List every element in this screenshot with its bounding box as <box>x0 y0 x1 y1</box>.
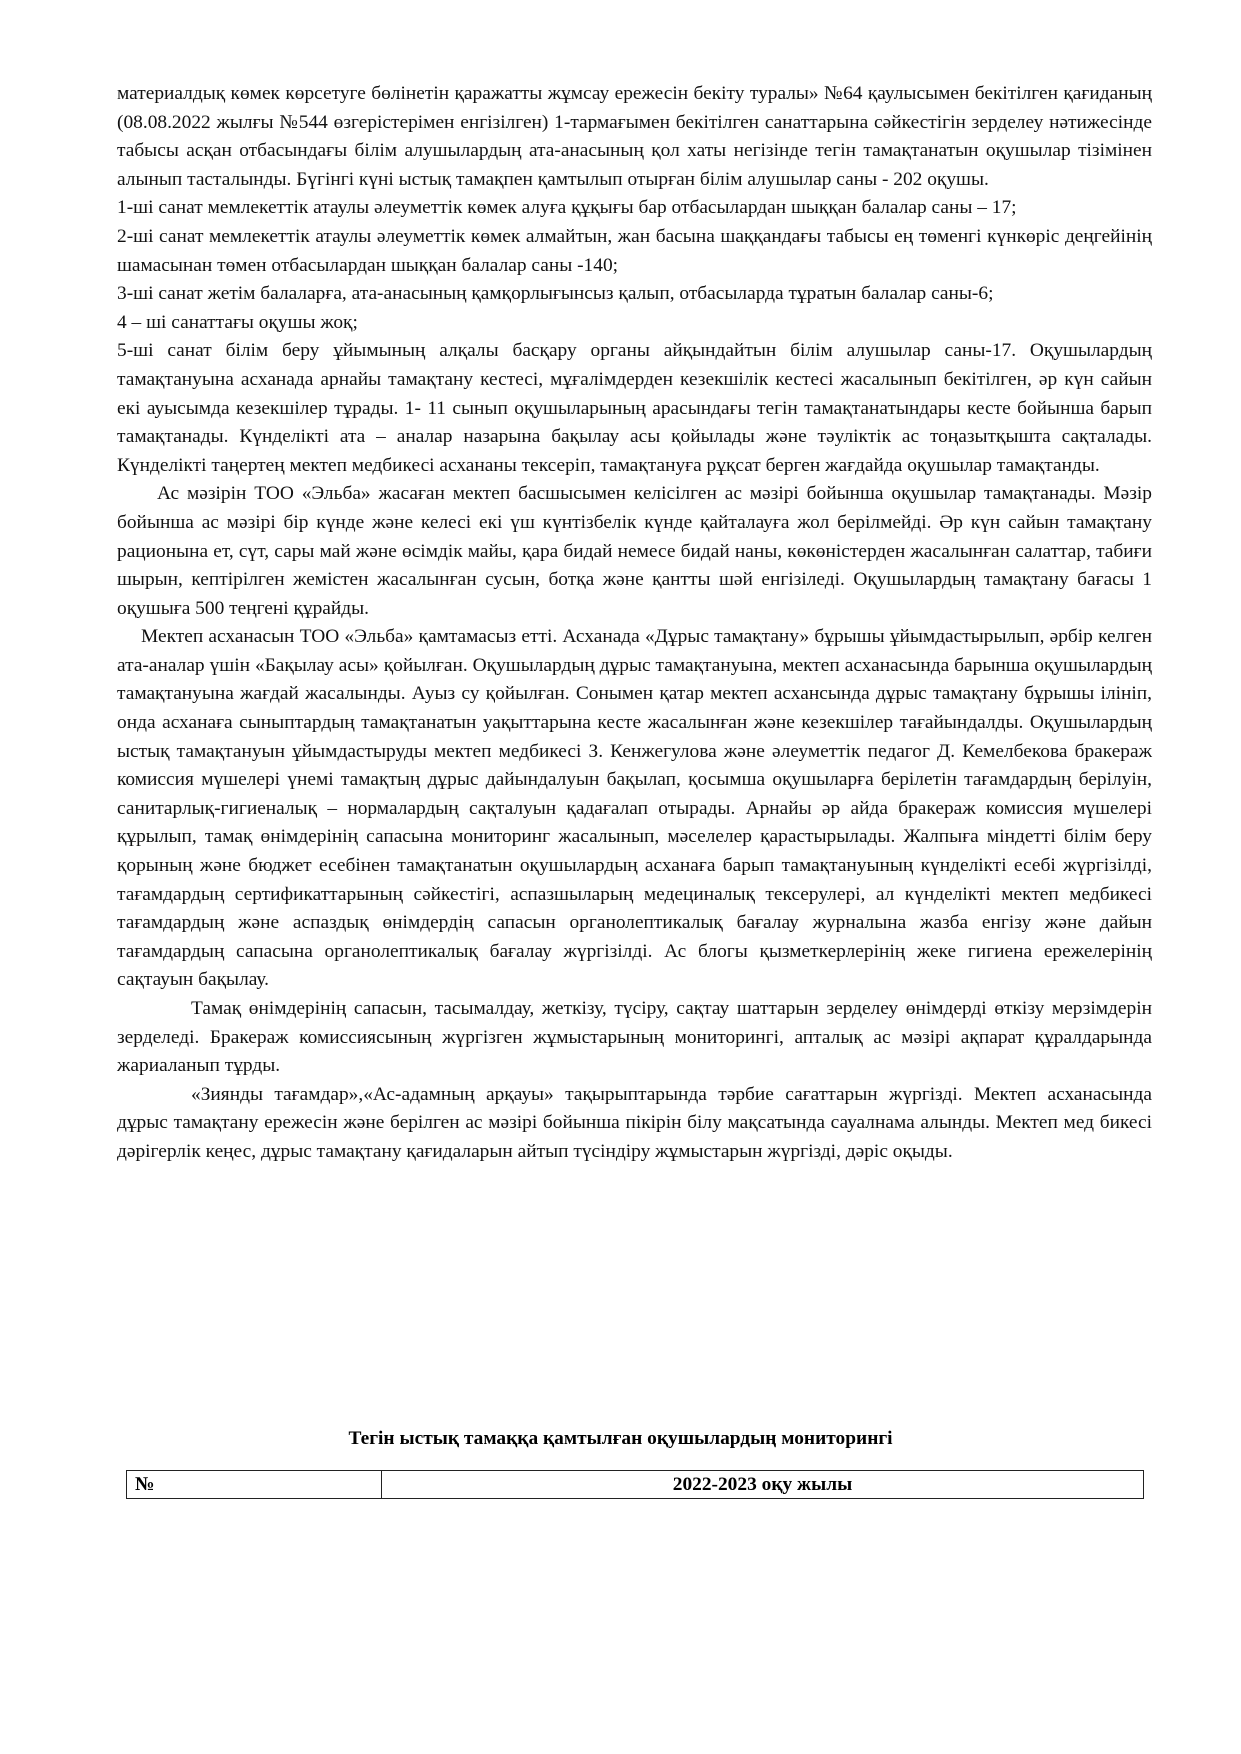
paragraph-events: «Зиянды тағамдар»,«Ас-адамның арқауы» тақырыптарында тәрбие сағаттарын жүргізді. Мектеп асханасында дұрыс тамақтану ережесін және берілген ас мәзірі бойынша пікірін білу мақсатында сауалнама алынды. Мектеп мед бикесі дәрігерлік кеңес, дұрыс тамақтану қағидаларын айтып түсіндіру жұмыстарын жүргізді, дәріс оқыды. <box>117 1083 1152 1162</box>
document-body <box>117 80 1152 1167</box>
column-header-year: 2022-2023 оқу жылы <box>382 1471 1144 1499</box>
monitoring-table <box>126 1470 1144 1499</box>
paragraph-canteen: Мектеп асханасын ТОО «Эльба» қамтамасыз етті. Асханада «Дұрыс тамақтану» бұрышы ұйымдастырылып, әрбір келген ата-аналар үшін «Бақылау асы» қойылған. Оқушылардың дұрыс тамақтануына, мектеп асханасында барынша оқушылардың тамақтануына жағдай жасалынды. Ауыз су қойылған. Сонымен қатар мектеп асхансында дұрыс тамақтану бұрышы ілініп, онда асханаға сыныптардың тамақтанатын уақыттарына кесте жасалынған және кезекшілер тағайындалды. Оқушылардың ыстық тамақтануын ұйымдастыруды мектеп медбикесі З. Кенжегулова және әлеуметтік педагог Д. Кемелбекова бракераж комиссия мүшелері үнемі тамақтың дұрыс дайындалуын бақылап, қосымша оқушыларға берілетін тағамдардың берілуін, санитарлық-гигиеналық – нормалардың сақталуын қадағалап отырады. Арнайы әр айда бракераж комиссия мүшелері құрылып, тамақ өнімдерінің сапасына мониторинг жасалынып, мәселелер қарастырылады. Жалпыға міндетті білім беру қорының және бюджет есебінен тамақтанатын оқушылардың асханаға барып тамақтануының күнделікті есебі жүргізілді, тағамдардың сертификаттарының сәйкестігі, аспазшыларың медециналық тексерулері, ал күнделікті мектеп медбикесі тағамдардың және аспаздық өнімдердің сапасын органолептикалық бағалау журналына жазба енгізу және дайын тағамдардың сапасына органолептикалық бағалау жүргізілді. Ас блогы қызметкерлерінің жеке гигиена ережелерінің сақтауын бақылау. <box>117 626 1152 991</box>
paragraph-category-2: 2-ші санат мемлекеттік атаулы әлеуметтік көмек алмайтын, жан басына шаққандағы табысы ең төменгі күнкөріс деңгейінің шамасынан төмен отбасылардан шыққан балалар саны -140; <box>117 225 1152 276</box>
column-header-number: № <box>127 1471 382 1499</box>
paragraph-quality: Тамақ өнімдерінің сапасын, тасымалдау, жеткізу, түсіру, сақтау шаттарын зерделеу өнімдерді өткізу мерзімдерін зерделеді. Бракераж комиссиясының жүргізген жұмыстарының мониторингі, апталық ас мәзірі ақпарат құралдарында жариаланып тұрды. <box>117 998 1152 1077</box>
paragraph-category-4: 4 – ші санаттағы оқушы жоқ; <box>117 311 358 333</box>
paragraph-intro: материалдық көмек көрсетуге бөлінетін қаражатты жұмсау ережесін бекіту туралы» №64 қаулысымен бекітілген қағиданың (08.08.2022 жылғы №544 өзгерістерімен енгізілген) 1-тармағымен бекітілген санаттарына сәйкестігін зерделеу нәтижесінде табысы асқан отбасындағы білім алушылардың ата-анасының қол хаты негізінде тегін тамақтанатын оқушылар тізімінен алынып тасталынды. Бүгінгі күні ыстық тамақпен қамтылып отырған білім алушылар саны - 202 оқушы. <box>117 83 1152 190</box>
paragraph-category-5: 5-ші санат білім беру ұйымының алқалы басқару органы айқындайтын білім алушылар саны-17. Оқушылардың тамақтануына асханада арнайы тамақтану кестесі, мұғалімдерден кезекшілік кестесі жасалынып бекітілген, әр күн сайын екі ауысымда кезекшілер тұрады. 1- 11 сынып оқушыларының арасындағы тегін тамақтанатындары кесте бойынша барып тамақтанады. Күнделікті ата – аналар назарына бақылау асы қойылады және тәуліктік ас тоңазытқышта сақталады. Күнделікті таңертең мектеп медбикесі асхананы тексеріп, тамақтануға рұқсат берген жағдайда оқушылар тамақтанды. <box>117 340 1152 476</box>
table-header-row <box>127 1471 1144 1499</box>
section-title: Тегін ыстық тамаққа қамтылған оқушылардың мониторингі <box>348 1428 893 1449</box>
paragraph-menu: Ас мәзірін ТОО «Эльба» жасаған мектеп басшысымен келісілген ас мәзірі бойынша оқушылар тамақтанады. Мәзір бойынша ас мәзірі бір күнде және келесі екі үш күнтізбелік күнде қайталауға жол берілмейді. Әр күн сайын тамақтану рационына ет, сүт, сары май және өсімдік майы, қара бидай немесе бидай наны, көкөністерден жасалынған салаттар, табиғи шырын, кептірілген жемістен жасалынған сусын, ботқа және қантты шәй енгізіледі. Оқушылардың тамақтану бағасы 1 оқушыға 500 теңгені құрайды. <box>117 483 1152 619</box>
paragraph-category-3: 3-ші санат жетім балаларға, ата-анасының қамқорлығынсыз қалып, отбасыларда тұратын балалар саны-6; <box>117 283 994 305</box>
paragraph-category-1: 1-ші санат мемлекеттік атаулы әлеуметтік көмек алуға құқығы бар отбасылардан шыққан балалар саны – 17; <box>117 197 1017 219</box>
